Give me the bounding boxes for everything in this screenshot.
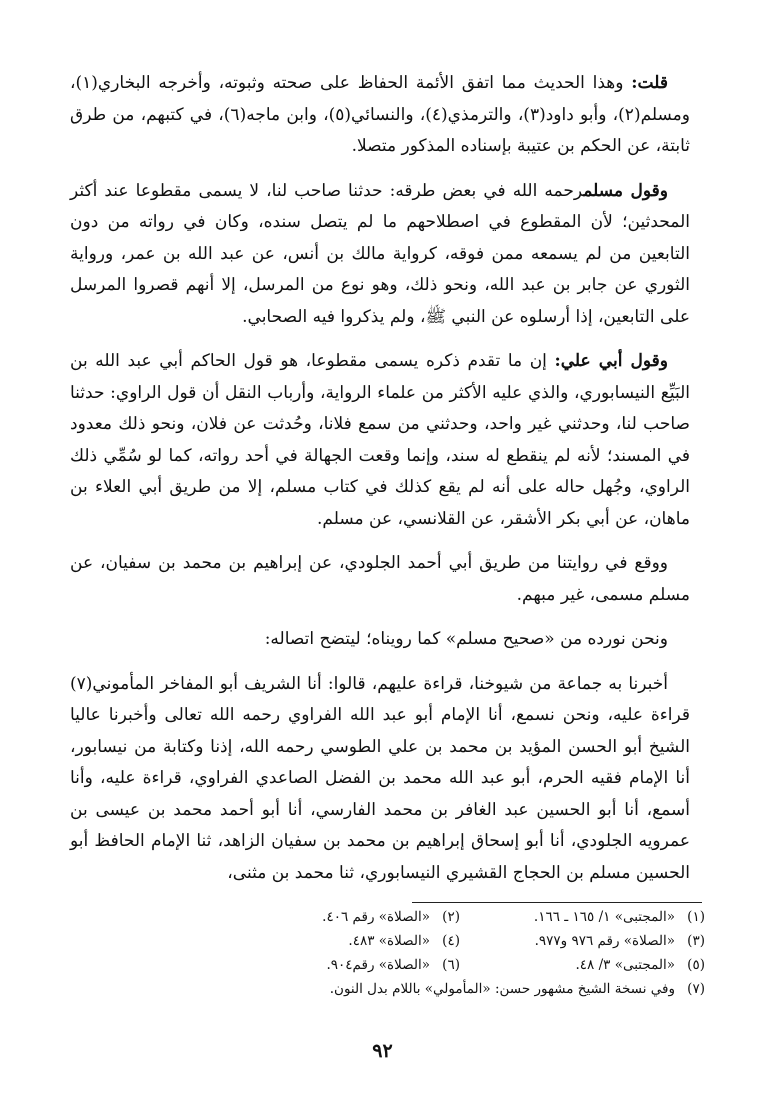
footnote xyxy=(460,905,705,929)
footnote-number: (٤) xyxy=(442,933,460,949)
footnote-row xyxy=(215,977,705,1001)
footnote-number: (١) xyxy=(687,909,705,925)
footnote-text: وفي نسخة الشيخ مشهور حسن: «المأمولي» باللام بدل النون. xyxy=(329,981,675,997)
paragraph-text: أخبرنا به جماعة من شيوخنا، قراءة عليهم، قالوا: أنا الشريف أبو المفاخر المأموني(٧) قراءة عليه، ونحن نسمع، أنا الإمام أبو عبد الله الفراوي رحمه الله تعالى وأخبرنا عاليا الشيخ أبو الحسن المؤيد بن محمد بن علي الطوسي رحمه الله، إذنا وكتابة من نيسابور، أنا الإمام فقيه الحرم، أبو عبد الله محمد بن الفضل الصاعدي الفراوي، قراءة عليه، وأنا أسمع، أنا أبو الحسين عبد الغافر بن محمد الفارسي، أنا أبو أحمد محمد بن عيسى بن عمرويه الجلودي، أنا أبو إسحاق إبراهيم بن محمد بن سفيان الزاهد، ثنا الإمام الحافظ أبو الحسين مسلم بن الحجاج القشيري النيسابوري، ثنا محمد بن مثنى، xyxy=(70,673,690,883)
paragraph-lead: وقول مسلم xyxy=(583,180,669,201)
footnote-number: (٥) xyxy=(687,957,705,973)
main-text xyxy=(70,68,690,902)
footnote-text: «المجتبى» ٣/ ٤٨. xyxy=(575,957,675,973)
footnote-text: «المجتبى» ١/ ١٦٥ ـ ١٦٦. xyxy=(533,909,675,925)
footnote-row xyxy=(215,929,705,953)
paragraph-lead: قلت: xyxy=(631,73,668,93)
footnote-number: (٦) xyxy=(442,957,460,973)
footnote-text: «الصلاة» رقم ٤٠٦. xyxy=(322,909,430,925)
paragraph-text: ووقع في روايتنا من طريق أبي أحمد الجلودي، عن إبراهيم بن محمد بن سفيان، عن مسلم مسمى، غير مبهم. xyxy=(70,553,690,605)
footnote-divider xyxy=(412,902,702,903)
paragraph-text: رحمه الله في بعض طرقه: حدثنا صاحب لنا، لا يسمى مقطوعا عند أكثر المحدثين؛ لأن المقطوع في اصطلاحهم ما لم يتصل سنده، وكان في رواته من دون التابعين من لم يسمعه ممن فوقه، كرواية مالك بن أنس، عن عبد الله بن عمر، ورواية الثوري عن جابر بن عبد الله، ونحو ذلك، وهو نوع من المرسل، إلا أنهم قصروا المرسل على التابعين، إذا أرسلوه عن النبي ﷺ، ولم يذكروا فيه الصحابي. xyxy=(70,180,690,327)
footnote-text: «الصلاة» ٤٨٣. xyxy=(348,933,430,949)
footnote xyxy=(460,953,705,977)
footnote xyxy=(215,953,460,977)
footnote-number: (٧) xyxy=(687,981,705,997)
footnote xyxy=(330,977,705,1001)
footnote xyxy=(215,905,460,929)
paragraph xyxy=(70,548,690,611)
paragraph xyxy=(70,176,690,334)
footnote-row xyxy=(215,953,705,977)
paragraph xyxy=(70,624,690,656)
paragraph-text: ونحن نورده من «صحيح مسلم» كما رويناه؛ ليتضح اتصاله: xyxy=(264,629,668,649)
footnote xyxy=(460,929,705,953)
footnote xyxy=(215,929,460,953)
page-number: ٩٢ xyxy=(372,1040,393,1062)
footnote-number: (٢) xyxy=(442,909,460,925)
paragraph-text: وهذا الحديث مما اتفق الأئمة الحفاظ على صحته وثبوته، وأخرجه البخاري(١)، ومسلم(٢)، وأبو داود(٣)، والترمذي(٤)، والنسائي(٥)، وابن ماجه(٦)، في كتبهم، من طرق ثابتة، عن الحكم بن عتيبة بإسناده المذكور متصلا. xyxy=(70,73,690,156)
paragraph xyxy=(70,346,690,535)
footnote-text: «الصلاة» رقم ٩٧٦ و٩٧٧. xyxy=(534,933,675,949)
paragraph-text: إن ما تقدم ذكره يسمى مقطوعا، هو قول الحاكم أبي عبد الله بن البَيِّع النيسابوري، والذي عليه الأكثر من علماء الرواية، وأرباب النقل أن قول الراوي: حدثنا صاحب لنا، وحدثني غير واحد، وحدثني من سمع فلانا، وحُدثت عن فلان، ونحو ذلك معدود في المسند؛ لأنه لم ينقطع له سند، وإنما وقعت الجهالة في أحد رواته، كما لو سُمِّي ذلك الراوي، وجُهل حاله على أنه لم يقع كذلك في كتاب مسلم، إلا من طريق أبي العلاء بن ماهان، عن أبي بكر الأشقر، عن القلانسي، عن مسلم. xyxy=(70,351,691,529)
footnote-row xyxy=(215,905,705,929)
paragraph xyxy=(70,669,690,890)
footnotes xyxy=(215,905,705,1001)
footnote-number: (٣) xyxy=(687,933,705,949)
paragraph-lead: وقول أبي علي: xyxy=(554,351,668,371)
footnote-text: «الصلاة» رقم٩٠٤. xyxy=(326,957,430,973)
paragraph xyxy=(70,68,690,163)
